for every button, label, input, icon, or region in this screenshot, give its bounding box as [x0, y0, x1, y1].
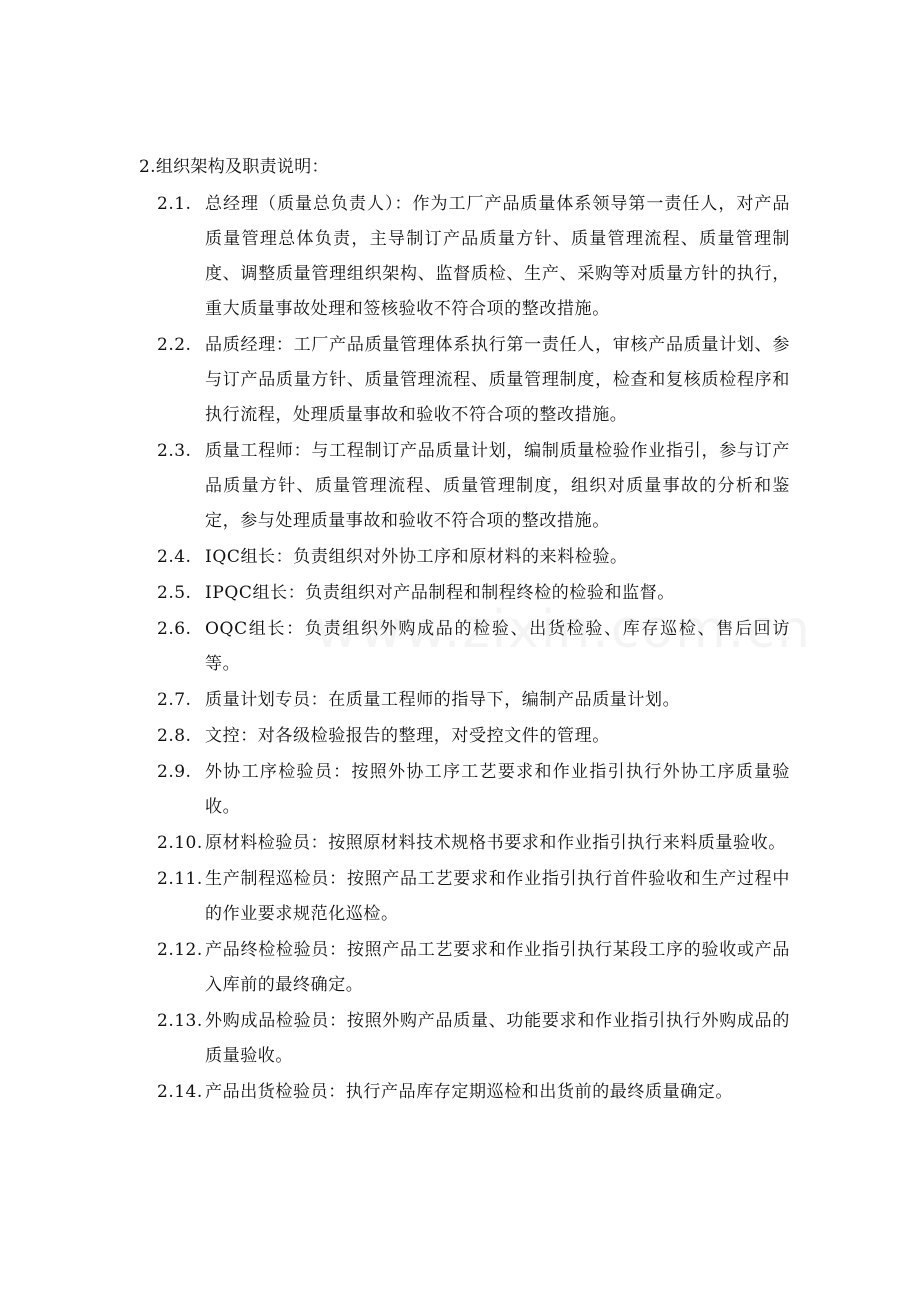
- item-text: 生产制程巡检员：按照产品工艺要求和作业指引执行首件验收和生产过程中的作业要求规范化巡检。: [205, 869, 790, 924]
- item-text: IQC组长：负责组织对外协工序和原材料的来料检验。: [205, 547, 628, 567]
- item-text: IPQC组长：负责组织对产品制程和制程终检的检验和监督。: [205, 583, 675, 603]
- list-item: [157, 1004, 790, 1074]
- item-number: 2.5.: [157, 583, 192, 603]
- item-number: 2.12.: [157, 940, 203, 960]
- responsibility-list: [157, 187, 790, 1111]
- list-item: [157, 328, 790, 433]
- list-item: [157, 434, 790, 539]
- item-text: 质量计划专员：在质量工程师的指导下，编制产品质量计划。: [205, 690, 681, 710]
- list-item: [157, 933, 790, 1003]
- item-text: 产品终检检验员：按照产品工艺要求和作业指引执行某段工序的验收或产品入库前的最终确定。: [205, 940, 790, 995]
- item-text: 外购成品检验员：按照外购产品质量、功能要求和作业指引执行外购成品的质量验收。: [205, 1011, 790, 1066]
- list-item: [157, 755, 790, 825]
- item-text: 总经理（质量总负责人）：作为工厂产品质量体系领导第一责任人，对产品质量管理总体负责，主导制订产品质量方针、质量管理流程、质量管理制度、调整质量管理组织架构、监督质检、生产、采购等对质量方针的执行，重大质量事故处理和签核验收不符合项的整改措施。: [205, 194, 790, 319]
- list-item: [157, 719, 790, 754]
- item-number: 2.13.: [157, 1011, 203, 1031]
- list-item: [157, 683, 790, 718]
- item-number: 2.7.: [157, 690, 192, 710]
- list-item: [157, 187, 790, 327]
- list-item: [157, 540, 790, 575]
- item-number: 2.14.: [157, 1082, 203, 1102]
- item-text: 原材料检验员：按照原材料技术规格书要求和作业指引执行来料质量验收。: [205, 833, 786, 853]
- item-number: 2.1.: [157, 194, 192, 214]
- list-item: [157, 826, 790, 861]
- item-number: 2.9.: [157, 762, 192, 782]
- item-text: 质量工程师：与工程制订产品质量计划，编制质量检验作业指引，参与订产品质量方针、质量管理流程、质量管理制度，组织对质量事故的分析和鉴定，参与处理质量事故和验收不符合项的整改措施。: [205, 441, 790, 531]
- item-number: 2.6.: [157, 619, 192, 639]
- item-text: OQC组长：负责组织外购成品的检验、出货检验、库存巡检、售后回访等。: [205, 619, 790, 674]
- item-text: 品质经理：工厂产品质量管理体系执行第一责任人，审核产品质量计划、参与订产品质量方针、质量管理流程、质量管理制度，检查和复核质检程序和执行流程，处理质量事故和验收不符合项的整改措施。: [205, 335, 790, 425]
- list-item: [157, 1075, 790, 1110]
- item-number: 2.10.: [157, 833, 203, 853]
- item-number: 2.4.: [157, 547, 192, 567]
- list-item: [157, 612, 790, 682]
- item-number: 2.8.: [157, 726, 192, 746]
- item-text: 产品出货检验员：执行产品库存定期巡检和出货前的最终质量确定。: [205, 1082, 733, 1102]
- list-item: [157, 862, 790, 932]
- item-number: 2.11.: [157, 869, 203, 889]
- list-item: [157, 576, 790, 611]
- item-number: 2.2.: [157, 335, 192, 355]
- section-heading: 2.组织架构及职责说明：: [139, 157, 329, 177]
- item-text: 外协工序检验员：按照外协工序工艺要求和作业指引执行外协工序质量验收。: [205, 762, 790, 817]
- item-text: 文控：对各级检验报告的整理，对受控文件的管理。: [205, 726, 610, 746]
- item-number: 2.3.: [157, 441, 192, 461]
